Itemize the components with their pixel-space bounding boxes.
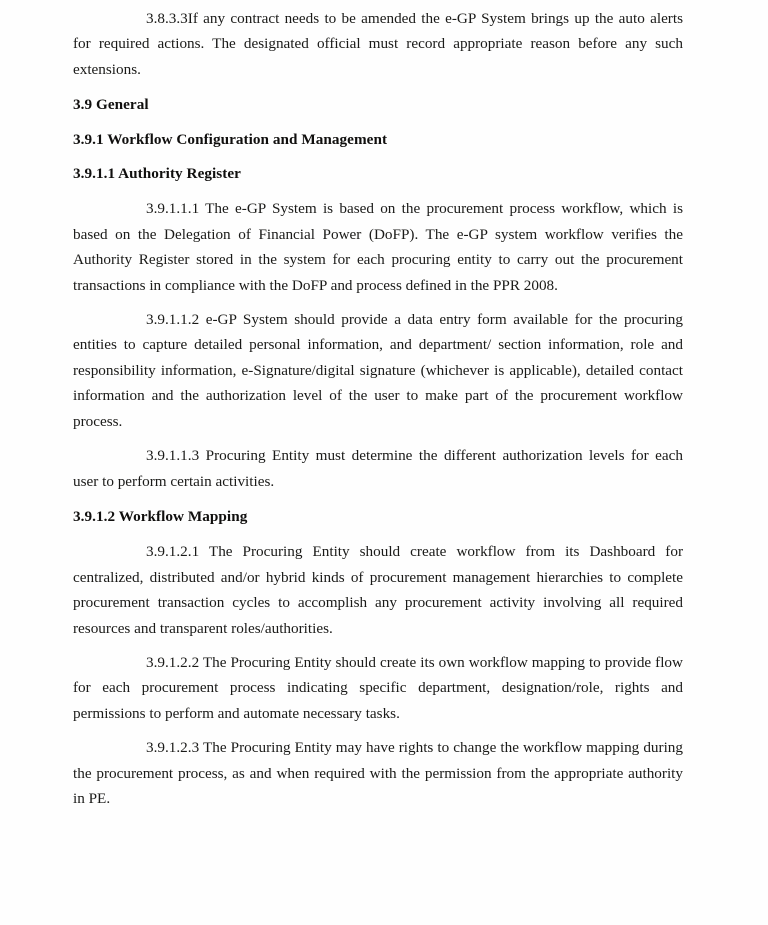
heading-3-9-1-workflow-configuration-and-management: 3.9.1 Workflow Configuration and Management xyxy=(73,130,388,148)
heading-3-9-1-1-authority-register: 3.9.1.1 Authority Register xyxy=(73,165,241,183)
paragraph-3-9-1-1-2: 3.9.1.1.2 e-GP System should provide a data entry form available for the procuring entities to capture detailed personal information, and department/ section information, role and responsibility information, e-Signature/digital signature (whichever is applicable), detailed contact information and the authorization level of the user to make part of the procurement workflow process. xyxy=(73,311,683,430)
document-body xyxy=(73,6,683,811)
paragraph-3-9-1-2-2: 3.9.1.2.2 The Procuring Entity should create its own workflow mapping to provide flow for each procurement process indicating specific department, designation/role, rights and permissions to perform and automate necessary tasks. xyxy=(73,653,683,722)
heading-3-9-1-2-workflow-mapping: 3.9.1.2 Workflow Mapping xyxy=(73,507,248,525)
paragraph-3-8-3-3: 3.8.3.3If any contract needs to be amended the e-GP System brings up the auto alerts for required actions. The designated official must record appropriate reason before any such extensions. xyxy=(73,10,683,78)
paragraph-3-9-1-2-1: 3.9.1.2.1 The Procuring Entity should create workflow from its Dashboard for centralized, distributed and/or hybrid kinds of procurement management hierarchies to complete procurement transaction cycles to accomplish any procurement activity involving all required resources and transparent roles/authorities. xyxy=(73,543,683,637)
paragraph-3-9-1-1-1: 3.9.1.1.1 The e-GP System is based on the procurement process workflow, which is based on the Delegation of Financial Power (DoFP). The e-GP system workflow verifies the Authority Register stored in the system for each procuring entity to carry out the procurement transactions in compliance with the DoFP and process defined in the PPR 2008. xyxy=(73,200,683,294)
paragraph-3-9-1-1-3: 3.9.1.1.3 Procuring Entity must determine the different authorization levels for each user to perform certain activities. xyxy=(73,447,683,490)
heading-3-9-general: 3.9 General xyxy=(73,96,149,114)
paragraph-3-9-1-2-3: 3.9.1.2.3 The Procuring Entity may have rights to change the workflow mapping during the procurement process, as and when required with the permission from the appropriate authority in PE. xyxy=(73,739,683,807)
